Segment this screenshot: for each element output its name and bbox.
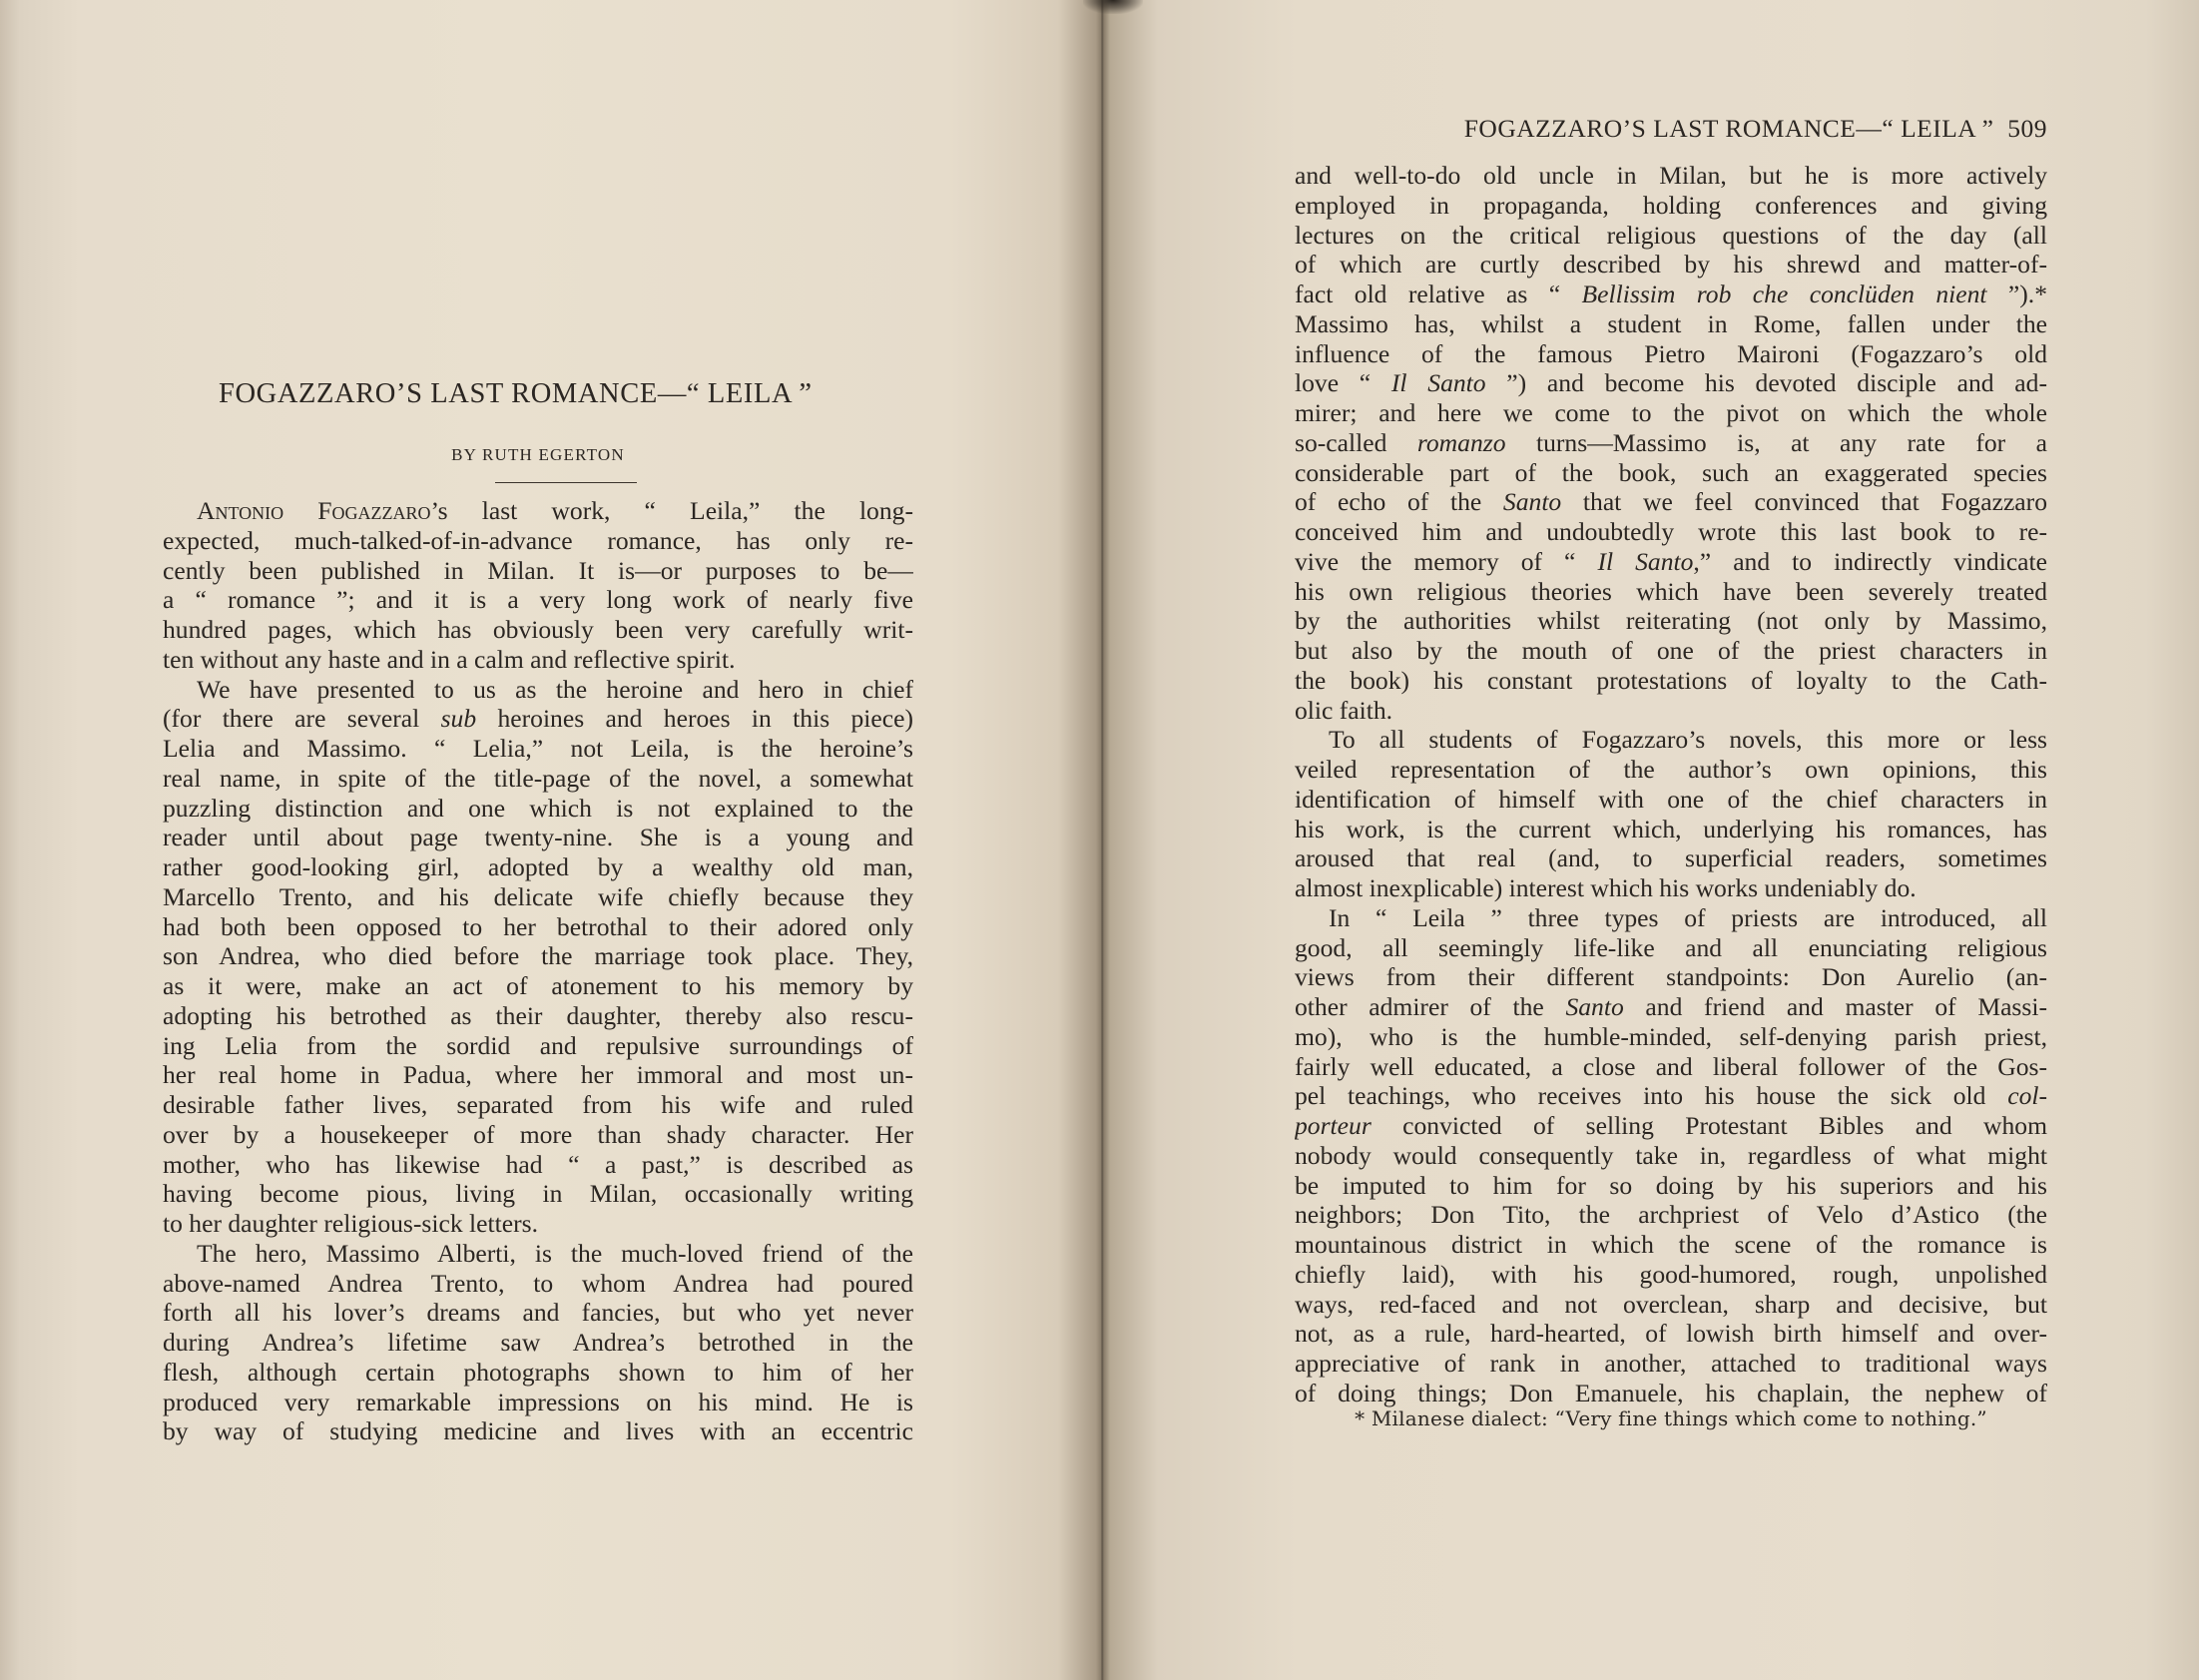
text-line: vive the memory of “ Il Santo,” and to indirectly vindicate	[1295, 546, 2047, 576]
text-line: In “ Leila ” three types of priests are introduced, all	[1329, 902, 2047, 932]
text-line: nobody would consequently take in, regardless of what might	[1295, 1140, 2047, 1170]
text-line: We have presented to us as the heroine and hero in chief	[197, 674, 913, 704]
text-line: real name, in spite of the title-page of the novel, a somewhat	[163, 763, 913, 793]
text-line: conceived him and undoubtedly wrote this last book to re-	[1295, 517, 2047, 546]
title-divider	[495, 482, 637, 483]
text-line: desirable father lives, separated from his wife and ruled	[163, 1090, 913, 1119]
text-line: and well-to-do old uncle in Milan, but he is more actively	[1295, 161, 2047, 190]
text-line: lectures on the critical religious questions of the day (all	[1295, 220, 2047, 250]
text-line: influence of the famous Pietro Maironi (Fogazzaro’s old	[1295, 338, 2047, 368]
text-line: adopting his betrothed as their daughter, thereby also rescu-	[163, 1000, 913, 1030]
text-line: good, all seemingly life-like and all enunciating religious	[1295, 932, 2047, 962]
text-line: of which are curtly described by his shrewd and matter-of-	[1295, 250, 2047, 280]
text-line: views from their different standpoints: Don Aurelio (an-	[1295, 962, 2047, 992]
text-line: Antonio Fogazzaro’s last work, “ Leila,” the long-	[197, 496, 913, 525]
text-line: had both been opposed to her betrothal to their adored only	[163, 911, 913, 941]
text-line: be imputed to him for so doing by his superiors and his	[1295, 1170, 2047, 1200]
right-page-body	[1295, 161, 2047, 1408]
text-line: puzzling distinction and one which is not explained to the	[163, 793, 913, 823]
text-line: by the authorities whilst reiterating (not only by Massimo,	[1295, 606, 2047, 636]
text-line: pel teachings, who receives into his house the sick old col-	[1295, 1081, 2047, 1111]
article-byline: BY RUTH EGERTON	[451, 445, 625, 464]
text-line: considerable part of the book, such an exaggerated species	[1295, 457, 2047, 487]
running-head-title: FOGAZZARO’S LAST ROMANCE—“ LEILA ”	[1463, 114, 1994, 143]
text-line: during Andrea’s lifetime saw Andrea’s betrothed in the	[163, 1328, 913, 1357]
text-line: a “ romance ”; and it is a very long work of nearly five	[163, 585, 913, 615]
text-line: The hero, Massimo Alberti, is the much-loved friend of the	[197, 1238, 913, 1268]
text-line: appreciative of rank in another, attached to traditional ways	[1295, 1349, 2047, 1378]
text-line: mother, who has likewise had “ a past,” is described as	[163, 1149, 913, 1179]
text-line: olic faith.	[1295, 695, 1393, 725]
text-line: of doing things; Don Emanuele, his chaplain, the nephew of	[1295, 1378, 2047, 1407]
text-line: flesh, although certain photographs shown to him of her	[163, 1357, 913, 1387]
page-number: 509	[2007, 114, 2047, 143]
text-line: almost inexplicable) interest which his works undeniably do.	[1295, 873, 1917, 902]
running-head	[1345, 114, 2047, 144]
text-line: having become pious, living in Milan, occasionally writing	[163, 1179, 913, 1209]
text-line: Lelia and Massimo. “ Lelia,” not Leila, is the heroine’s	[163, 734, 913, 763]
text-line: not, as a rule, hard-hearted, of lowish birth himself and over-	[1295, 1319, 2047, 1349]
text-line: ways, red-faced and not overclean, sharp and decisive, but	[1295, 1289, 2047, 1319]
text-line: produced very remarkable impressions on his mind. He is	[163, 1387, 913, 1416]
left-page-body	[163, 496, 913, 1446]
text-line: forth all his lover’s dreams and fancies, but who yet never	[163, 1298, 913, 1328]
text-line: as it were, make an act of atonement to his memory by	[163, 971, 913, 1000]
text-line: mo), who is the humble-minded, self-denying parish priest,	[1295, 1021, 2047, 1051]
opening-small-caps: Antonio Fogazzaro	[197, 496, 431, 525]
text-line: over by a housekeeper of more than shady character. Her	[163, 1119, 913, 1149]
text-line: hundred pages, which has obviously been very carefully writ-	[163, 615, 913, 644]
text-line: love “ Il Santo ”) and become his devoted disciple and ad-	[1295, 368, 2047, 398]
text-line: fairly well educated, a close and liberal follower of the Gos-	[1295, 1051, 2047, 1081]
text-line: (for there are several sub heroines and heroes in this piece)	[163, 704, 913, 734]
text-line: her real home in Padua, where her immoral and most un-	[163, 1060, 913, 1090]
text-line: aroused that real (and, to superficial readers, sometimes	[1295, 843, 2047, 873]
text-line: Marcello Trento, and his delicate wife chiefly because they	[163, 881, 913, 911]
text-line: porteur convicted of selling Protestant Bibles and whom	[1295, 1111, 2047, 1140]
text-line: ten without any haste and in a calm and reflective spirit.	[163, 644, 736, 674]
text-line: employed in propaganda, holding conferences and giving	[1295, 190, 2047, 220]
text-line: his own religious theories which have been severely treated	[1295, 576, 2047, 606]
text-line: mirer; and here we come to the pivot on which the whole	[1295, 398, 2047, 427]
text-line: son Andrea, who died before the marriage took place. They,	[163, 941, 913, 971]
text-line: above-named Andrea Trento, to whom Andrea had poured	[163, 1268, 913, 1298]
text-line: other admirer of the Santo and friend and master of Massi-	[1295, 992, 2047, 1021]
text-line: of echo of the Santo that we feel convinced that Fogazzaro	[1295, 487, 2047, 517]
text-line: fact old relative as “ Bellissim rob che conclüden nient ”).*	[1295, 280, 2047, 308]
text-line: to her daughter religious-sick letters.	[163, 1209, 538, 1238]
text-line: the book) his constant protestations of loyalty to the Cath-	[1295, 665, 2047, 695]
text-line: ing Lelia from the sordid and repulsive surroundings of	[163, 1030, 913, 1060]
text-line: identification of himself with one of the chief characters in	[1295, 784, 2047, 814]
text-line: expected, much-talked-of-in-advance romance, has only re-	[163, 525, 913, 555]
text-line: neighbors; Don Tito, the archpriest of Velo d’Astico (the	[1295, 1200, 2047, 1230]
text-line: rather good-looking girl, adopted by a wealthy old man,	[163, 852, 913, 881]
text-line: Massimo has, whilst a student in Rome, fallen under the	[1295, 308, 2047, 338]
footnote: * Milanese dialect: “Very fine things which come to nothing.”	[1355, 1406, 1987, 1430]
article-title: FOGAZZARO’S LAST ROMANCE—“ LEILA ”	[219, 378, 813, 409]
text-line: reader until about page twenty-nine. She is a young and	[163, 823, 913, 852]
text-line: chiefly laid), with his good-humored, rough, unpolished	[1295, 1259, 2047, 1289]
text-line: veiled representation of the author’s own opinions, this	[1295, 755, 2047, 784]
text-line: his work, is the current which, underlying his romances, has	[1295, 814, 2047, 843]
gutter-shadow	[1083, 0, 1143, 14]
text-line: so-called romanzo turns—Massimo is, at any rate for a	[1295, 427, 2047, 457]
text-line: cently been published in Milan. It is—or purposes to be—	[163, 555, 913, 585]
text-line: but also by the mouth of one of the priest characters in	[1295, 636, 2047, 665]
text-line: To all students of Fogazzaro’s novels, this more or less	[1329, 725, 2047, 755]
text-line: by way of studying medicine and lives with an eccentric	[163, 1416, 913, 1446]
text-line: mountainous district in which the scene of the romance is	[1295, 1230, 2047, 1259]
